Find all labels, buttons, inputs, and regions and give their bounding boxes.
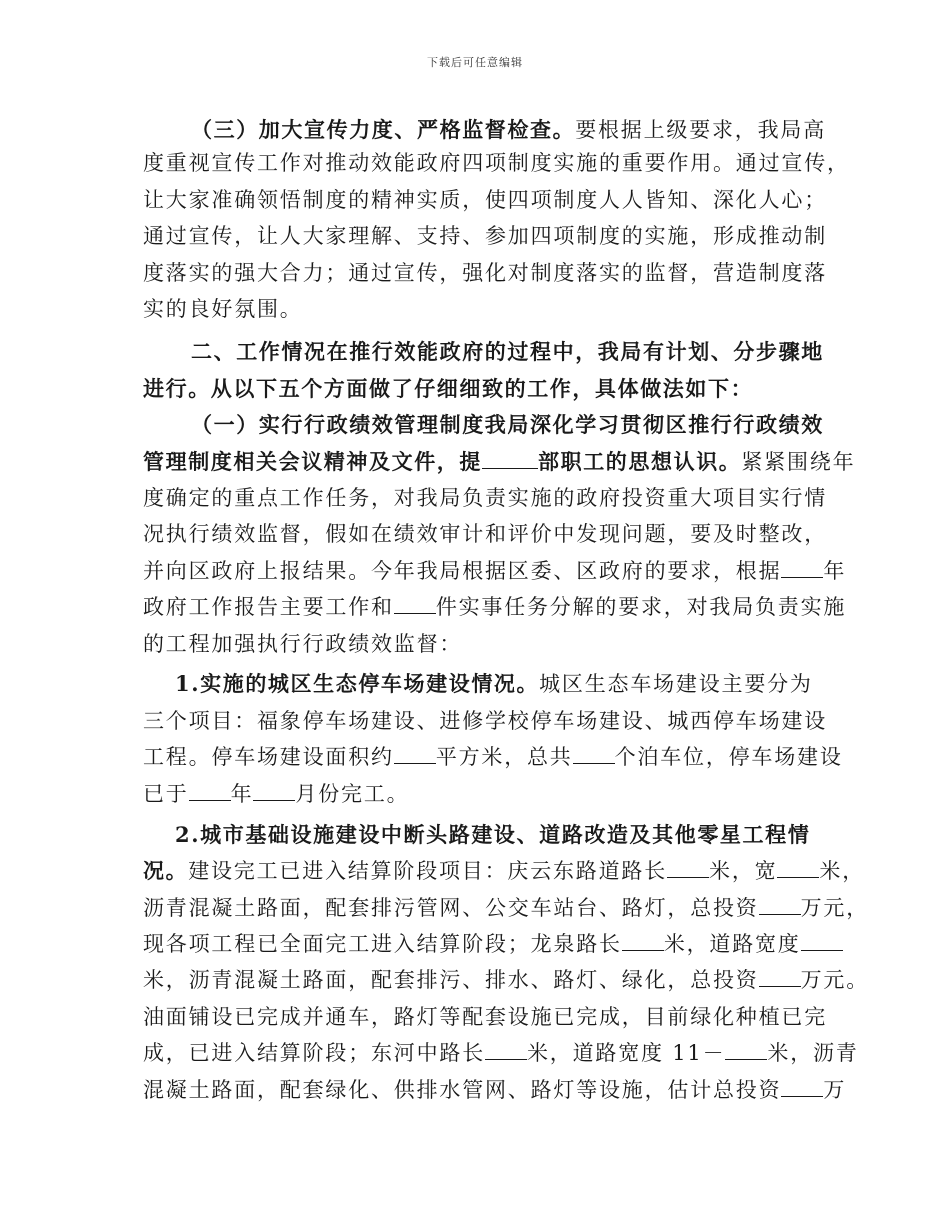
body-text: 米，沥青 bbox=[767, 1041, 859, 1065]
bold-text: 况。 bbox=[143, 858, 189, 883]
body-text: 沥青混凝土路面，配套排污管网、公交车站台、路灯，总投资 bbox=[143, 896, 759, 920]
bold-text: 部职工的思想认识。 bbox=[538, 449, 742, 474]
fill-in-blank bbox=[725, 1041, 767, 1060]
body-text: 米， bbox=[819, 859, 866, 883]
body-text: 年 bbox=[230, 782, 254, 806]
fill-in-blank bbox=[667, 859, 709, 878]
body-text: 况执行绩效监督，假如在绩效审计和评价中发现问题，要及时整改， bbox=[143, 522, 827, 546]
text-line bbox=[143, 449, 856, 474]
text-line bbox=[143, 896, 870, 920]
body-text: 的工程加强执行行政绩效监督： bbox=[143, 632, 463, 656]
body-text: 年 bbox=[823, 559, 847, 583]
body-text: 成，已进入结算阶段；东河中路长 bbox=[143, 1041, 485, 1065]
text-line bbox=[143, 1041, 859, 1065]
body-text: 实的良好氛围。 bbox=[143, 297, 303, 321]
text-line bbox=[143, 118, 871, 142]
body-text: 米，道路宽度 11－ bbox=[527, 1041, 726, 1065]
body-text: 米，宽 bbox=[709, 859, 778, 883]
text-line bbox=[143, 672, 855, 696]
fill-in-blank bbox=[189, 782, 231, 801]
body-text: 度落实的强大合力；通过宣传，强化对制度落实的监督，营造制度落 bbox=[143, 261, 827, 285]
body-text: 并向区政府上报结果。今年我局根据区委、区政府的要求，根据 bbox=[143, 559, 782, 583]
text-line bbox=[143, 188, 827, 212]
fill-in-blank bbox=[253, 782, 295, 801]
text-line bbox=[143, 709, 827, 733]
text-line bbox=[143, 1005, 827, 1029]
text-line bbox=[143, 932, 823, 956]
text-line bbox=[143, 858, 866, 883]
bold-text: 管理制度相关会议精神及文件，提 bbox=[143, 449, 482, 474]
body-text: 混凝土路面，配套绿化、供排水管网、路灯等设施，估计总投资 bbox=[143, 1078, 782, 1102]
text-line bbox=[143, 823, 855, 847]
body-text: 万元， bbox=[800, 896, 870, 920]
fill-in-blank bbox=[801, 932, 843, 951]
text-line bbox=[143, 968, 870, 992]
text-line bbox=[143, 224, 827, 248]
body-text: 度重视宣传工作对推动效能政府四项制度实施的重要作用。通过宣传， bbox=[143, 151, 850, 175]
body-text: 油面铺设已完成并通车，路灯等配套设施已完成，目前绿化种植已完 bbox=[143, 1005, 827, 1029]
text-line bbox=[143, 782, 823, 806]
body-text: 城区生态车场建设主要分为 bbox=[539, 672, 813, 696]
text-line bbox=[143, 151, 850, 175]
fill-in-blank bbox=[759, 968, 801, 987]
body-text: 要根据上级要求，我局高 bbox=[575, 118, 827, 142]
body-text: 紧紧围绕年 bbox=[741, 450, 856, 474]
page-header: 下载后可任意编辑 bbox=[427, 56, 523, 69]
text-line bbox=[143, 632, 823, 656]
body-text: 通过宣传，让人大家理解、支持、参加四项制度的实施，形成推动制 bbox=[143, 224, 827, 248]
fill-in-blank bbox=[482, 450, 538, 469]
body-text: 万元。 bbox=[800, 968, 870, 992]
body-text: 政府工作报告主要工作和 bbox=[143, 595, 394, 619]
fill-in-blank bbox=[759, 896, 801, 915]
bold-text: 2.城市基础设施建设中断头路建设、道路改造及其他零星工程情 bbox=[175, 822, 811, 847]
fill-in-blank bbox=[781, 559, 823, 578]
text-line bbox=[143, 340, 871, 364]
bold-text: （三）加大宣传力度、严格监督检查。 bbox=[191, 117, 576, 142]
fill-in-blank bbox=[394, 595, 436, 614]
bold-text: 二、工作情况在推行效能政府的过程中，我局有计划、分步骤地 bbox=[191, 339, 824, 364]
body-text: 建设完工已进入结算阶段项目：庆云东路道路长 bbox=[188, 859, 668, 883]
fill-in-blank bbox=[394, 745, 436, 764]
fill-in-blank bbox=[485, 1041, 527, 1060]
fill-in-blank bbox=[622, 932, 664, 951]
fill-in-blank bbox=[781, 1078, 823, 1097]
bold-text: （一）实行行政绩效管理制度我局深化学习贯彻区推行行政绩效 bbox=[191, 412, 824, 437]
text-line bbox=[143, 261, 827, 285]
body-text: 度确定的重点工作任务，对我局负责实施的政府投资重大项目实行情 bbox=[143, 486, 827, 510]
text-line bbox=[143, 413, 871, 437]
text-line bbox=[143, 745, 843, 769]
text-line bbox=[143, 486, 827, 510]
body-text: 工程。停车场建设面积约 bbox=[143, 745, 394, 769]
text-line bbox=[143, 297, 823, 321]
text-line bbox=[143, 522, 827, 546]
body-text: 现各项工程已全面完工进入结算阶段；龙泉路长 bbox=[143, 932, 622, 956]
text-line bbox=[143, 377, 823, 401]
body-text: 三个项目：福象停车场建设、进修学校停车场建设、城西停车场建设 bbox=[143, 709, 827, 733]
fill-in-blank bbox=[777, 859, 819, 878]
body-text: 平方米，总共 bbox=[435, 745, 573, 769]
body-text: 已于 bbox=[143, 782, 189, 806]
bold-text: 1.实施的城区生态停车场建设情况。 bbox=[175, 671, 540, 696]
fill-in-blank bbox=[573, 745, 615, 764]
text-line bbox=[143, 559, 847, 583]
body-text: 让大家准确领悟制度的精神实质，使四项制度人人皆知、深化人心； bbox=[143, 188, 827, 212]
body-text: 件实事任务分解的要求，对我局负责实施 bbox=[435, 595, 847, 619]
bold-text: 进行。从以下五个方面做了仔细细致的工作，具体做法如下： bbox=[143, 376, 754, 401]
body-text: 米，沥青混凝土路面，配套排污、排水、路灯、绿化，总投资 bbox=[143, 968, 759, 992]
text-line bbox=[143, 1078, 847, 1102]
body-text: 月份完工。 bbox=[295, 782, 410, 806]
body-text: 万 bbox=[823, 1078, 847, 1102]
body-text: 个泊车位，停车场建设 bbox=[614, 745, 843, 769]
body-text: 米，道路宽度 bbox=[663, 932, 801, 956]
text-line bbox=[143, 595, 847, 619]
